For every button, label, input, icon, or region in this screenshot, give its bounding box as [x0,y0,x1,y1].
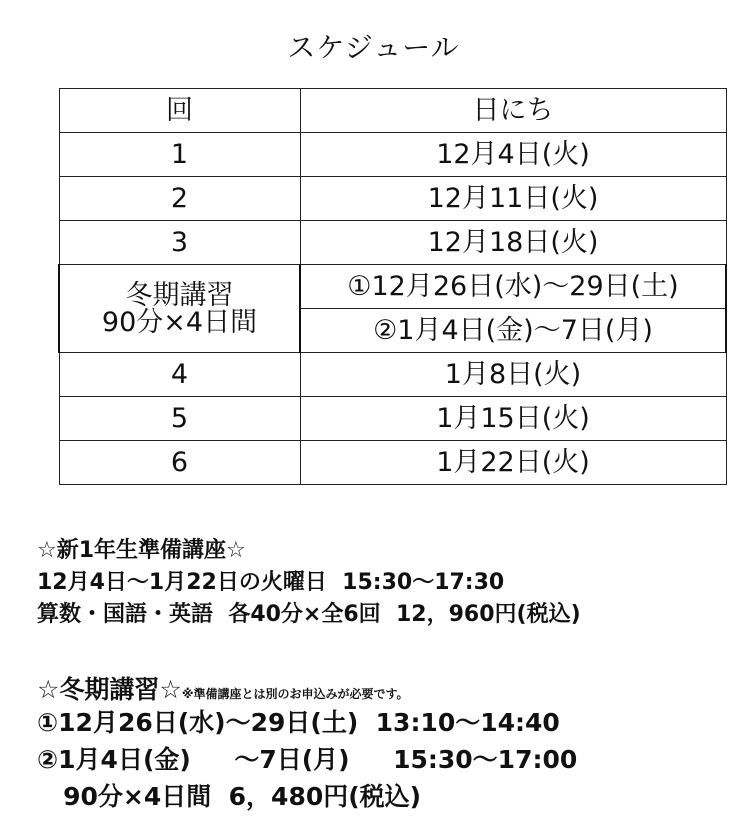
schedule-table [58,88,727,485]
session-date: 12月4日(火) [300,133,726,177]
table-row [59,441,726,485]
session-number: 5 [59,397,300,441]
winter-note: ※準備講座とは別のお申込みが必要です。 [181,687,409,701]
table-row [59,177,726,221]
table-row [59,133,726,177]
table-header-row [59,89,726,133]
page-title: スケジュール [287,31,460,64]
table-row [59,221,726,265]
session-date: 12月11日(火) [300,177,726,221]
header-date: 日にち [300,89,726,133]
session-date: 12月18日(火) [300,221,726,265]
winter-row-1 [59,265,726,309]
winter-course-title: 冬期講習 [125,279,234,311]
session-number: 3 [59,221,300,265]
prep-heading: ☆新1年生準備講座☆ [37,538,246,563]
prep-schedule: 12月4日～1月22日の火曜日 15:30～17:30 [37,570,505,595]
session-number: 2 [59,177,300,221]
prep-details: 算数・国語・英語 各40分×全6回 12，960円(税込) [37,602,581,627]
winter-heading: ☆冬期講習☆ [37,675,182,704]
winter-course-name [59,265,300,353]
session-date: 1月15日(火) [300,397,726,441]
winter-date-2: ②1月4日(金)～7日(月) [300,309,726,353]
session-number: 4 [59,353,300,397]
winter-period-2: ②1月4日(金) ～7日(月) 15:30～17:00 [37,745,578,774]
session-number: 1 [59,133,300,177]
winter-course-duration: 90分×4日間 [101,306,258,338]
winter-period-1: ①12月26日(水)～29日(土) 13:10～14:40 [37,708,560,737]
session-number: 6 [59,441,300,485]
winter-price: 90分×4日間 6，480円(税込) [37,782,422,811]
session-date: 1月22日(火) [300,441,726,485]
session-date: 1月8日(火) [300,353,726,397]
winter-date-1: ①12月26日(水)～29日(土) [300,265,726,309]
table-row [59,353,726,397]
table-row [59,397,726,441]
winter-heading-line [37,670,409,706]
header-session: 回 [59,89,300,133]
